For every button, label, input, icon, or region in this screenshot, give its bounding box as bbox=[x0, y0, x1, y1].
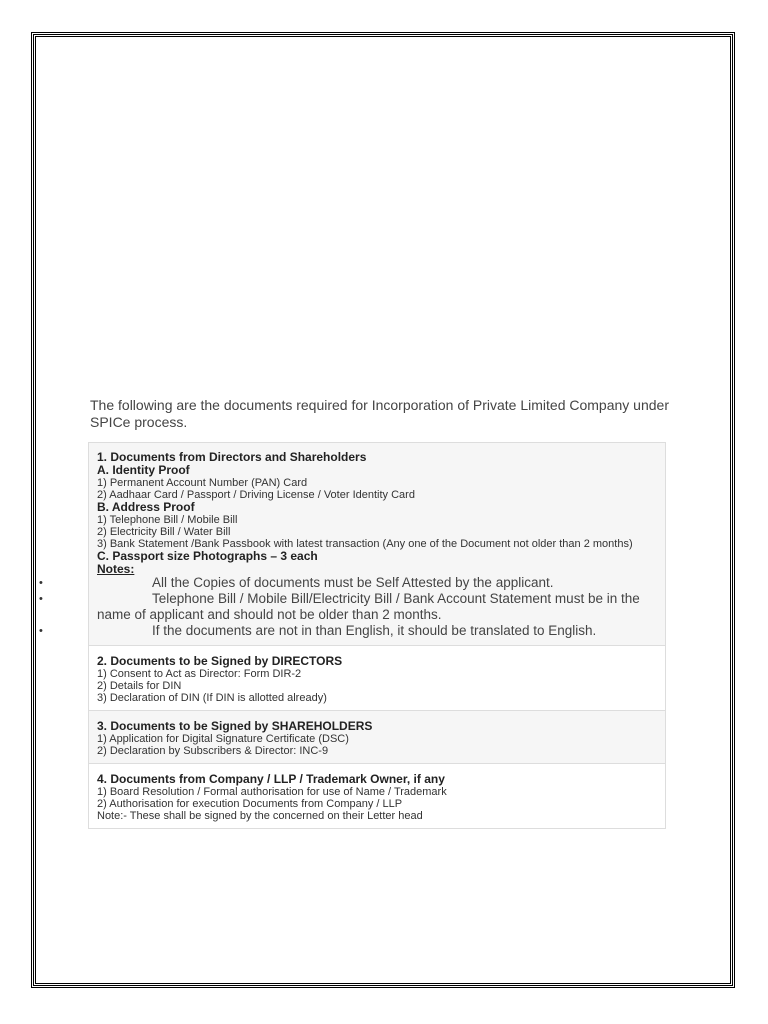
section-title: 2. Documents to be Signed by DIRECTORS bbox=[97, 654, 343, 668]
section-cell bbox=[89, 646, 666, 711]
section-row-directors-shareholders bbox=[89, 443, 666, 646]
notes-list bbox=[39, 575, 659, 639]
note-text: Telephone Bill / Mobile Bill/Electricity Bill / Bank Account Statement must be in the name of applicant and should not be older than 2 months. bbox=[97, 591, 640, 622]
list-item: 1) Consent to Act as Director: Form DIR-2 bbox=[97, 668, 302, 680]
group-title-identity-proof: A. Identity Proof bbox=[97, 463, 190, 477]
list-item: 3) Declaration of DIN (If DIN is allotted already) bbox=[97, 692, 327, 704]
group-title-photographs: C. Passport size Photographs – 3 each bbox=[97, 549, 318, 563]
list-item: 1) Board Resolution / Formal authorisation for use of Name / Trademark bbox=[97, 786, 447, 798]
note-text: All the Copies of documents must be Self Attested by the applicant. bbox=[152, 575, 554, 590]
list-item: 3) Bank Statement /Bank Passbook with latest transaction (Any one of the Document not older than 2 months) bbox=[97, 538, 633, 550]
section-title: 4. Documents from Company / LLP / Trademark Owner, if any bbox=[97, 772, 445, 786]
intro-text: The following are the documents required for Incorporation of Private Limited Company under SPICe process. bbox=[90, 397, 669, 430]
list-item: 1) Application for Digital Signature Certificate (DSC) bbox=[97, 733, 349, 745]
note-item bbox=[39, 591, 659, 623]
bullet-icon: • bbox=[39, 593, 43, 605]
list-item: Note:- These shall be signed by the concerned on their Letter head bbox=[97, 810, 423, 822]
section-cell bbox=[39, 443, 666, 646]
group-title-address-proof: B. Address Proof bbox=[97, 500, 195, 514]
list-item: 2) Authorisation for execution Documents from Company / LLP bbox=[97, 798, 403, 810]
list-item: 1) Telephone Bill / Mobile Bill bbox=[97, 514, 238, 526]
notes-label: Notes: bbox=[97, 562, 135, 576]
list-item: 1) Permanent Account Number (PAN) Card bbox=[97, 477, 308, 489]
section-cell bbox=[89, 764, 666, 829]
bullet-icon: • bbox=[39, 625, 43, 637]
section-cell bbox=[89, 711, 666, 764]
list-item: 2) Aadhaar Card / Passport / Driving License / Voter Identity Card bbox=[97, 489, 415, 501]
list-item: 2) Electricity Bill / Water Bill bbox=[97, 526, 231, 538]
section-title: 1. Documents from Directors and Shareholders bbox=[97, 450, 367, 464]
requirements-table bbox=[39, 442, 666, 829]
list-item: 2) Declaration by Subscribers & Director: INC-9 bbox=[97, 745, 329, 757]
note-item bbox=[39, 575, 659, 591]
bullet-icon: • bbox=[39, 577, 43, 589]
note-text: If the documents are not in than English, it should be translated to English. bbox=[152, 623, 597, 638]
section-row-company-llp bbox=[89, 764, 666, 829]
section-row-directors-sign bbox=[89, 646, 666, 711]
list-item: 2) Details for DIN bbox=[97, 680, 182, 692]
section-row-shareholders-sign bbox=[89, 711, 666, 764]
note-item bbox=[39, 623, 659, 639]
section-title: 3. Documents to be Signed by SHAREHOLDERS bbox=[97, 719, 373, 733]
